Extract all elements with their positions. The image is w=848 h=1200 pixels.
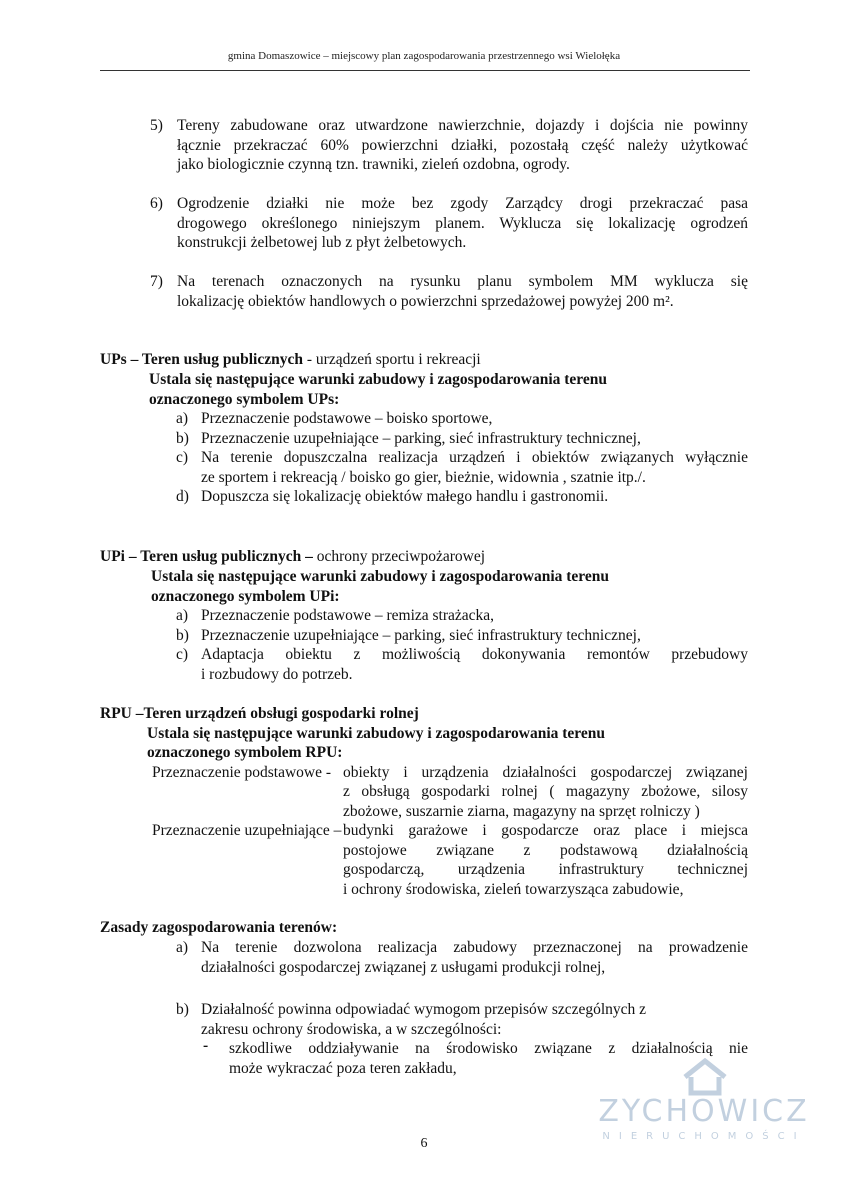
list-letter: c) bbox=[176, 646, 189, 663]
list-letter: a) bbox=[176, 607, 189, 624]
upi-item-c-line-1: Adaptacja obiektu z możliwością dokonywania remontów przebudowy bbox=[201, 646, 748, 663]
rpu-supp-line-2: postojowe związane z podstawową działalnością bbox=[343, 841, 748, 859]
rpu-heading: RPU –Teren urządzeń obsługi gospodarki rolnej bbox=[100, 705, 419, 722]
zasady-heading: Zasady zagospodarowania terenów: bbox=[100, 919, 338, 936]
zasady-item-a-line-1: Na terenie dozwolona realizacja zabudowy przeznaczonej na prowadzenie bbox=[201, 939, 748, 956]
ups-heading-rest: - urządzeń sportu i rekreacji bbox=[303, 351, 481, 368]
rpu-supp-line-1: budynki garażowe i gospodarcze oraz place i miejsca bbox=[343, 822, 748, 839]
item-number: 7) bbox=[150, 273, 163, 290]
upi-item-c-line-2: i rozbudowy do potrzeb. bbox=[201, 665, 353, 683]
rpu-supp-label: Przeznaczenie uzupełniające – bbox=[152, 822, 342, 839]
ups-item-a: Przeznaczenie podstawowe – boisko sportowe, bbox=[201, 410, 493, 427]
upi-intro-line-1: Ustala się następujące warunki zabudowy i zagospodarowania terenu bbox=[151, 568, 610, 585]
item-number: 6) bbox=[150, 195, 163, 212]
ups-item-b: Przeznaczenie uzupełniające – parking, sieć infrastruktury technicznej, bbox=[201, 429, 641, 447]
upi-item-b: Przeznaczenie uzupełniające – parking, sieć infrastruktury technicznej, bbox=[201, 626, 641, 644]
item-5-line-1: Tereny zabudowane oraz utwardzone nawierzchnie, dojazdy i dojścia nie powinny bbox=[177, 117, 748, 134]
rpu-basic-line-3: zbożowe, suszarnie ziarna, magazyny na sprzęt rolniczy ) bbox=[343, 802, 700, 820]
rpu-basic-label: Przeznaczenie podstawowe - bbox=[152, 763, 332, 781]
page-header: gmina Domaszowice – miejscowy plan zagospodarowania przestrzennego wsi Wielołęka bbox=[227, 50, 621, 62]
zasady-dash-line-1: szkodliwe oddziaływanie na środowisko związane z działalnością nie bbox=[229, 1040, 748, 1057]
ups-item-d: Dopuszcza się lokalizację obiektów małego handlu i gastronomii. bbox=[201, 488, 609, 505]
rpu-intro-line-1: Ustala się następujące warunki zabudowy i zagospodarowania terenu bbox=[147, 724, 606, 742]
rpu-intro-line-2: oznaczonego symbolem RPU: bbox=[147, 744, 343, 761]
watermark-name: ZYCHOWICZ bbox=[598, 1094, 810, 1129]
rpu-basic-line-2: z obsługą gospodarki rolnej ( magazyny zbożowe, silosy bbox=[343, 783, 748, 800]
ups-heading-bold: UPs – Teren usług publicznych bbox=[100, 351, 303, 368]
rpu-supp-line-3: gospodarczą, urządzenia infrastruktury technicznej bbox=[343, 861, 748, 878]
list-letter: a) bbox=[176, 410, 189, 427]
ups-heading bbox=[100, 350, 748, 370]
list-letter: b) bbox=[176, 626, 189, 644]
upi-intro-line-2: oznaczonego symbolem UPi: bbox=[151, 587, 340, 605]
upi-heading bbox=[100, 547, 748, 567]
ups-intro-line-1: Ustala się następujące warunki zabudowy i zagospodarowania terenu bbox=[149, 371, 608, 388]
list-letter: c) bbox=[176, 449, 189, 466]
zasady-item-b-line-2: zakresu ochrony środowiska, a w szczególności: bbox=[201, 1020, 502, 1038]
rpu-basic-line-1: obiekty i urządzenia działalności gospodarczej związanej bbox=[343, 763, 748, 781]
upi-heading-rest: ochrony przeciwpożarowej bbox=[312, 548, 486, 565]
item-6-line-3: konstrukcji żelbetowej lub z płyt żelbetowych. bbox=[177, 234, 467, 251]
header-rule bbox=[100, 70, 750, 71]
item-5-line-3: jako biologicznie czynną tzn. trawniki, zieleń ozdobna, ogrody. bbox=[177, 156, 570, 173]
ups-item-c-line-1: Na terenie dopuszczalna realizacja urządzeń i obiektów związanych wyłącznie bbox=[201, 449, 748, 466]
ups-item-c-line-2: ze sportem i rekreacją / boisko go gier, bieżnie, widownia , szatnie itp./. bbox=[201, 468, 646, 486]
item-number: 5) bbox=[150, 117, 163, 134]
zasady-dash-line-2: może wykraczać poza teren zakładu, bbox=[229, 1059, 457, 1077]
item-7-line-1: Na terenach oznaczonych na rysunku planu symbolem MM wyklucza się bbox=[177, 273, 748, 290]
zasady-item-b-line-1: Działalność powinna odpowiadać wymogom przepisów szczególnych z bbox=[201, 1001, 647, 1018]
upi-item-a: Przeznaczenie podstawowe – remiza strażacka, bbox=[201, 607, 495, 624]
item-6-line-1: Ogrodzenie działki nie może bez zgody Zarządcy drogi przekraczać pasa bbox=[177, 195, 748, 212]
item-6-line-2: drogowego określonego niniejszym planem. Wyklucza się lokalizację ogrodzeń bbox=[177, 214, 748, 232]
item-7-line-2: lokalizację obiektów handlowych o powierzchni sprzedażowej powyżej 200 m². bbox=[177, 292, 674, 310]
page-number: 6 bbox=[420, 1136, 428, 1151]
house-logo-icon bbox=[682, 1058, 728, 1096]
list-letter: d) bbox=[176, 488, 189, 505]
list-letter: a) bbox=[176, 939, 189, 956]
list-letter: b) bbox=[176, 1001, 189, 1018]
upi-heading-bold: UPi – Teren usług publicznych – bbox=[100, 548, 313, 565]
rpu-supp-line-4: i ochrony środowiska, zieleń towarzysząca zabudowie, bbox=[343, 880, 684, 898]
zasady-item-a-line-2: działalności gospodarczej związanej z usługami produkcji rolnej, bbox=[201, 958, 606, 976]
ups-intro-line-2: oznaczonego symbolem UPs: bbox=[149, 390, 340, 408]
list-letter: b) bbox=[176, 429, 189, 447]
watermark-subtitle: NIERUCHOMOŚCI bbox=[602, 1131, 806, 1142]
item-5-line-2: łącznie przekraczać 60% powierzchni działki, pozostałą część należy użytkować bbox=[177, 136, 748, 154]
dash-bullet: - bbox=[203, 1037, 209, 1054]
